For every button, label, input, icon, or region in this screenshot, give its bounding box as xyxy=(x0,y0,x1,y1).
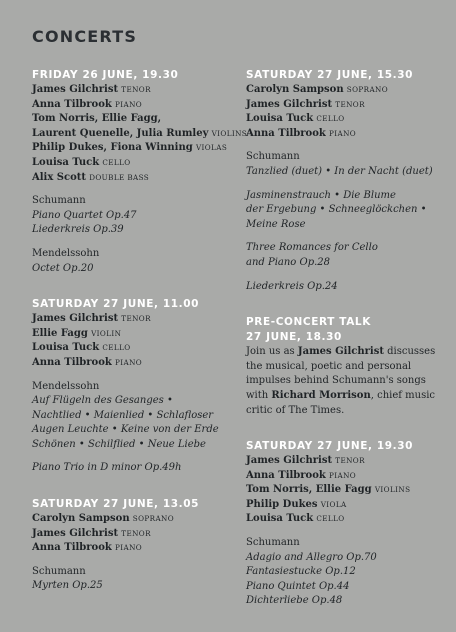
concert-saturday-1530 xyxy=(246,68,436,294)
performer-name: James Gilchrist xyxy=(32,84,119,95)
performer xyxy=(32,171,232,186)
work-title: Augen Leuchte • Keine von der Erde xyxy=(32,424,219,436)
work-title: Octet Op.20 xyxy=(32,262,94,274)
talk-text: impulses behind Schumann's songs xyxy=(246,375,426,387)
work-title: Meine Rose xyxy=(246,218,306,230)
work-title: Piano Trio in D minor Op.49h xyxy=(32,462,182,474)
performer xyxy=(32,312,232,327)
work-title: Piano Quintet Op.44 xyxy=(246,580,350,592)
talk-text: with xyxy=(246,389,272,401)
concert-date: SATURDAY 27 JUNE, 19.30 xyxy=(246,440,414,453)
work-title: Fantasiestucke Op.12 xyxy=(246,566,356,578)
performer xyxy=(32,512,232,527)
talk-text: discusses xyxy=(383,346,436,358)
work-title: Dichterliebe Op.48 xyxy=(246,595,343,607)
composer: Mendelssohn xyxy=(32,380,100,392)
performer-name: Louisa Tuck xyxy=(246,113,314,125)
performer-role: VIOLINS xyxy=(374,485,411,495)
performer-name: Anna Tilbrook xyxy=(32,356,112,368)
work-title: Auf Flügeln des Gesanges • xyxy=(32,395,173,407)
work-title: Schönen • Schilflied • Neue Liebe xyxy=(32,438,206,450)
talk-text: Join us as xyxy=(246,346,298,358)
concert-date: SATURDAY 27 JUNE, 15.30 xyxy=(246,69,414,81)
work-title: Liederkreis Op.24 xyxy=(246,280,338,292)
performer-name: Philip Dukes, Fiona Winning xyxy=(32,142,193,154)
work-title: der Ergebung • Schneeglöckchen • xyxy=(246,204,427,216)
performer-name: Anna Tilbrook xyxy=(32,542,112,554)
performer xyxy=(246,512,436,527)
performer xyxy=(246,127,436,142)
work-title: Adagio and Allegro Op.70 xyxy=(246,551,377,563)
performer-role: TENOR xyxy=(335,456,365,466)
performer xyxy=(246,98,436,113)
performer xyxy=(32,112,232,127)
composer: Mendelssohn xyxy=(32,247,100,259)
work-title: Nachtlied • Maienlied • Schlafloser xyxy=(32,409,214,421)
performer-role: PIANO xyxy=(329,128,357,138)
performer xyxy=(32,327,232,342)
performer-name: Philip Dukes xyxy=(246,498,318,510)
talk-description xyxy=(246,345,436,418)
performer-role: PIANO xyxy=(115,99,143,109)
talk-speaker: Richard Morrison xyxy=(271,389,371,401)
concert-saturday-1305 xyxy=(32,497,232,594)
performer-name: Tom Norris, Ellie Fagg, xyxy=(32,113,162,125)
performer-name: Anna Tilbrook xyxy=(246,469,326,481)
composer: Schumann xyxy=(246,537,300,549)
talk-text: critic of The Times. xyxy=(246,404,345,416)
performer-name: Louisa Tuck xyxy=(32,342,100,354)
left-column xyxy=(32,68,248,615)
performer-name: Alix Scott xyxy=(32,171,87,183)
work-title: Tanzlied (duet) • In der Nacht (duet) xyxy=(246,165,433,177)
performer xyxy=(32,341,232,356)
talk-text: the musical, poetic and personal xyxy=(246,360,412,372)
concert-saturday-1930 xyxy=(246,439,436,609)
performer xyxy=(246,83,436,98)
performer xyxy=(246,112,436,127)
performer xyxy=(32,83,232,98)
performer xyxy=(32,141,232,156)
performer-name: Ellie Fagg xyxy=(32,327,88,339)
performer-name: Laurent Quenelle, Julia Rumley xyxy=(32,127,209,139)
performer-role: VIOLINS xyxy=(211,128,248,138)
concert-saturday-1100 xyxy=(32,297,232,476)
performer-role: CELLO xyxy=(316,514,345,524)
work-title: and Piano Op.28 xyxy=(246,256,331,268)
performer-role: DOUBLE BASS xyxy=(89,172,150,182)
work-title: Myrten Op.25 xyxy=(32,580,103,592)
performer-role: SOPRANO xyxy=(132,514,175,524)
performer-role: CELLO xyxy=(102,343,131,353)
performer-name: Louisa Tuck xyxy=(246,513,314,525)
performer-name: Carolyn Sampson xyxy=(246,84,344,95)
concert-date: SATURDAY 27 JUNE, 11.00 xyxy=(32,298,200,311)
performer-role: VIOLAS xyxy=(195,143,228,153)
performer-name: Tom Norris, Ellie Fagg xyxy=(246,484,372,496)
work-title: Piano Quartet Op.47 xyxy=(32,209,137,221)
performer-name: Anna Tilbrook xyxy=(246,127,326,139)
talk-speaker: James Gilchrist xyxy=(297,346,384,358)
performer-role: VIOLA xyxy=(320,499,347,509)
talk-date: 27 JUNE, 18.30 xyxy=(246,331,342,344)
performer-name: Anna Tilbrook xyxy=(32,98,112,110)
performer-name: Louisa Tuck xyxy=(32,156,100,168)
work-title: Three Romances for Cello xyxy=(246,242,378,254)
performer-role: PIANO xyxy=(115,357,143,367)
performer xyxy=(32,156,232,171)
performer xyxy=(246,469,436,484)
performer-role: CELLO xyxy=(102,157,131,167)
performer xyxy=(32,127,248,142)
page-heading: CONCERTS xyxy=(32,27,138,46)
concert-friday-26-june xyxy=(32,68,248,276)
pre-concert-talk xyxy=(246,315,436,418)
right-column xyxy=(246,68,436,630)
composer: Schumann xyxy=(32,195,86,207)
composer: Schumann xyxy=(32,565,86,577)
performer xyxy=(32,541,232,556)
work-title: Jasminenstrauch • Die Blume xyxy=(246,189,396,201)
performer xyxy=(246,454,436,469)
concert-date: FRIDAY 26 JUNE, 19.30 xyxy=(32,69,179,81)
performer-name: James Gilchrist xyxy=(32,313,119,325)
performer xyxy=(32,98,232,113)
concert-date: SATURDAY 27 JUNE, 13.05 xyxy=(32,498,200,511)
performer-role: VIOLIN xyxy=(91,328,122,338)
performer-role: SOPRANO xyxy=(346,85,389,94)
performer-name: Carolyn Sampson xyxy=(32,513,130,525)
performer-role: TENOR xyxy=(121,528,151,538)
talk-text: , chief music xyxy=(370,389,435,401)
performer xyxy=(246,483,436,498)
performer xyxy=(246,498,436,513)
performer-role: CELLO xyxy=(316,114,345,124)
performer-role: TENOR xyxy=(121,85,151,94)
performer-role: TENOR xyxy=(121,314,151,324)
performer xyxy=(32,527,232,542)
talk-heading: PRE-CONCERT TALK xyxy=(246,316,371,329)
performer-name: James Gilchrist xyxy=(246,455,333,467)
performer xyxy=(32,356,232,371)
composer: Schumann xyxy=(246,151,300,163)
performer-name: James Gilchrist xyxy=(32,527,119,539)
performer-role: TENOR xyxy=(335,99,365,109)
work-title: Liederkreis Op.39 xyxy=(32,224,124,236)
performer-role: PIANO xyxy=(115,543,143,553)
performer-name: James Gilchrist xyxy=(246,98,333,110)
performer-role: PIANO xyxy=(329,470,357,480)
